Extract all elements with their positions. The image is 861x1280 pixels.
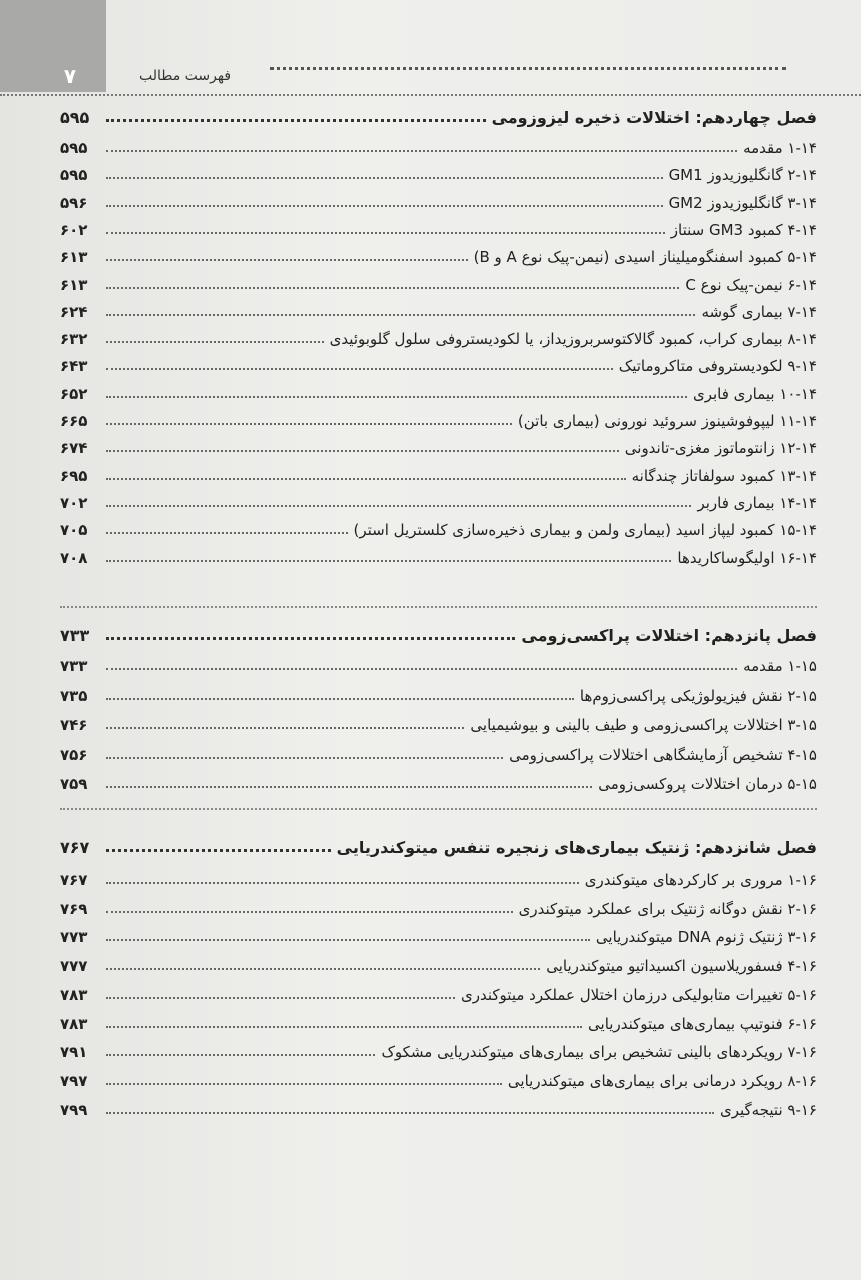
toc-entry-label: ۴-۱۵ تشخیص آزمایشگاهی اختلالات پراکسی‌زومی xyxy=(509,745,817,764)
running-title: فهرست مطالب xyxy=(138,68,232,84)
toc-entry-label: ۲-۱۵ نقش فیزیولوژیکی پراکسی‌زوم‌ها xyxy=(579,686,817,705)
chapter-separator xyxy=(60,808,817,810)
toc-entry xyxy=(60,1065,817,1091)
toc-entry xyxy=(60,187,817,213)
leader-dots xyxy=(106,314,695,316)
toc-entry-page: ۶۱۳ xyxy=(60,275,88,294)
toc-entry-label: ۱۳-۱۴ کمبود سولفاتاز چندگانه xyxy=(631,466,817,485)
leader-dots xyxy=(106,396,687,398)
toc-entry xyxy=(60,979,817,1005)
toc-entry-label: ۱-۱۴ مقدمه xyxy=(743,139,817,157)
toc-entry-label: ۸-۱۴ بیماری کراب، کمبود گالاکتوسربروزیداز، یا لکودیستروفی سلول گلوبوئیدی xyxy=(329,330,817,349)
toc-entry xyxy=(60,296,817,322)
toc-entry xyxy=(60,514,817,540)
toc-entry-label: ۱۴-۱۴ بیماری فاربر xyxy=(697,493,817,512)
toc-entry-label: ۱۰-۱۴ بیماری فابری xyxy=(692,384,817,403)
toc-entry-label: ۴-۱۶ فسفوریلاسیون اکسیداتیو میتوکندریایی xyxy=(546,957,817,976)
toc-entry-label: ۸-۱۶ رویکرد درمانی برای بیماری‌های میتوکندریایی xyxy=(507,1071,817,1090)
chapter-heading-page: ۷۶۷ xyxy=(60,838,90,857)
chapter-heading-label: فصل چهاردهم: اختلالات ذخیره لیزوزومی xyxy=(491,108,817,127)
toc-entry xyxy=(60,487,817,513)
toc-entry xyxy=(60,405,817,431)
toc-entry xyxy=(60,680,817,706)
chapter-heading-page: ۷۳۳ xyxy=(60,626,90,645)
leader-dots xyxy=(106,560,671,562)
leader-dots xyxy=(106,757,503,759)
chapter-heading-label: فصل پانزدهم: اختلالات پراکسی‌زومی xyxy=(521,626,817,645)
toc-entry-page: ۷۴۶ xyxy=(60,716,88,734)
toc-entry-page: ۵۹۵ xyxy=(60,166,88,185)
leader-dots xyxy=(106,150,737,152)
toc-entry xyxy=(60,893,817,919)
toc-entry-page: ۷۸۳ xyxy=(60,985,88,1004)
header-rule xyxy=(0,94,861,99)
toc-entry-page: ۶۵۲ xyxy=(60,384,88,403)
leader-dots xyxy=(106,939,590,941)
toc-entry-label: ۱۵-۱۴ کمبود لیپاز اسید (بیماری ولمن و بیماری ذخیره‌سازی کلستریل استر) xyxy=(353,521,817,540)
leader-dots xyxy=(106,997,455,999)
toc-entry xyxy=(60,950,817,976)
leader-dots xyxy=(106,1026,582,1028)
toc-entry-page: ۷۹۷ xyxy=(60,1071,88,1090)
leader-dots xyxy=(106,341,324,343)
toc-entry-page: ۷۳۳ xyxy=(60,657,88,675)
toc-entry xyxy=(60,432,817,458)
toc-entry-label: ۱۶-۱۴ اولیگوساکاریدها xyxy=(677,548,817,567)
header-dotted-line xyxy=(270,67,786,74)
toc-entry-label: ۶-۱۶ فنوتیپ بیماری‌های میتوکندریایی xyxy=(588,1014,817,1033)
toc-entry-page: ۶۱۳ xyxy=(60,248,88,267)
toc-entry-label: ۶-۱۴ نیمن-پیک نوع C xyxy=(685,275,817,294)
leader-dots xyxy=(106,1083,502,1085)
toc-entry xyxy=(60,921,817,947)
leader-dots xyxy=(106,450,619,452)
toc-entry-page: ۷۶۹ xyxy=(60,899,88,918)
leader-dots xyxy=(106,232,665,234)
leader-dots xyxy=(106,911,513,913)
leader-dots xyxy=(106,727,464,729)
leader-dots xyxy=(106,287,679,289)
leader-dots xyxy=(106,505,691,507)
toc-entry xyxy=(60,650,817,676)
leader-dots xyxy=(106,205,663,207)
toc-entry-page: ۶۳۲ xyxy=(60,330,88,349)
toc-entry xyxy=(60,241,817,267)
toc-entry-label: ۱۱-۱۴ لیپوفوشینوز سروئید نورونی (بیماری باتن) xyxy=(517,412,817,430)
toc-entry-label: ۹-۱۶ نتیجه‌گیری xyxy=(720,1100,817,1119)
leader-dots xyxy=(106,882,579,884)
toc-entry-label: ۲-۱۶ نقش دوگانه ژنتیک برای عملکرد میتوکندری xyxy=(518,899,817,918)
chapter-heading xyxy=(60,620,817,646)
toc-entry-label: ۴-۱۴ کمبود GM3 سنتاز xyxy=(670,220,817,239)
chapter-heading xyxy=(60,102,817,128)
leader-dots xyxy=(106,532,348,534)
toc-entry-page: ۷۷۳ xyxy=(60,928,88,947)
toc-entry-label: ۵-۱۴ کمبود اسفنگومیلیناز اسیدی (نیمن-پیک نوع A و B) xyxy=(473,248,817,267)
toc-entry-label: ۹-۱۴ لکودیستروفی متاکروماتیک xyxy=(618,357,817,376)
toc-entry-label: ۳-۱۵ اختلالات پراکسی‌زومی و طیف بالینی و بیوشیمیایی xyxy=(470,716,817,734)
toc-entry xyxy=(60,1008,817,1034)
leader-dots xyxy=(106,177,663,179)
toc-entry-page: ۷۶۷ xyxy=(60,871,88,889)
toc-entry xyxy=(60,709,817,735)
chapter-heading xyxy=(60,832,817,858)
leader-dots xyxy=(106,1112,714,1114)
chapter-heading-page: ۵۹۵ xyxy=(60,108,90,127)
chapter-separator xyxy=(60,606,817,608)
leader-dots xyxy=(106,668,737,670)
leader-dots xyxy=(106,849,331,852)
toc-entry-label: ۱-۱۶ مروری بر کارکردهای میتوکندری xyxy=(584,871,817,889)
toc-entry-label: ۱-۱۵ مقدمه xyxy=(743,657,817,675)
toc-entry-page: ۵۹۶ xyxy=(60,193,88,212)
toc-entry xyxy=(60,350,817,376)
toc-entry xyxy=(60,269,817,295)
leader-dots xyxy=(106,968,540,970)
toc-entry-page: ۷۳۵ xyxy=(60,686,88,705)
toc-entry-label: ۱۲-۱۴ زانتوماتوز مغزی-تاندونی xyxy=(624,439,817,458)
toc-entry-page: ۶۷۴ xyxy=(60,439,88,458)
page-number: ۷ xyxy=(63,64,77,88)
toc-entry xyxy=(60,132,817,158)
toc-entry-page: ۶۰۲ xyxy=(60,220,88,239)
toc-entry xyxy=(60,1036,817,1062)
toc-entry xyxy=(60,739,817,765)
toc-entry xyxy=(60,378,817,404)
toc-entry xyxy=(60,1094,817,1120)
chapter-heading-label: فصل شانزدهم: ژنتیک بیماری‌های زنجیره تنفس میتوکندریایی xyxy=(336,838,817,857)
toc-entry xyxy=(60,542,817,568)
toc-entry-page: ۶۴۳ xyxy=(60,357,88,376)
leader-dots xyxy=(106,698,574,700)
toc-entry-label: ۷-۱۴ بیماری گوشه xyxy=(701,302,817,321)
toc-entry-page: ۷۷۷ xyxy=(60,957,88,976)
toc-entry-page: ۷۰۸ xyxy=(60,548,88,567)
toc-entry xyxy=(60,323,817,349)
leader-dots xyxy=(106,259,468,261)
toc-entry-page: ۷۵۶ xyxy=(60,745,88,764)
toc-entry-page: ۷۹۱ xyxy=(60,1043,88,1062)
toc-entry xyxy=(60,768,817,794)
toc-entry-label: ۵-۱۶ تغییرات متابولیکی درزمان اختلال عملکرد میتوکندری xyxy=(461,985,817,1004)
toc-entry xyxy=(60,864,817,890)
toc-entry xyxy=(60,159,817,185)
toc-entry-label: ۷-۱۶ رویکردهای بالینی تشخیص برای بیماری‌های میتوکندریایی مشکوک xyxy=(381,1043,817,1062)
toc-entry-label: ۵-۱۵ درمان اختلالات پروکسی‌زومی xyxy=(598,775,817,793)
toc-entry xyxy=(60,214,817,240)
toc-entry xyxy=(60,460,817,486)
toc-entry-label: ۲-۱۴ گانگلیوزیدوز GM1 xyxy=(668,166,817,185)
toc-entry-page: ۷۰۵ xyxy=(60,521,88,540)
toc-entry-page: ۷۰۲ xyxy=(60,493,88,512)
toc-entry-page: ۶۲۴ xyxy=(60,302,88,321)
leader-dots xyxy=(106,368,613,370)
toc-entry-label: ۳-۱۴ گانگلیوزیدوز GM2 xyxy=(668,193,817,212)
leader-dots xyxy=(106,1054,375,1056)
toc-entry-page: ۶۹۵ xyxy=(60,466,88,485)
leader-dots xyxy=(106,478,626,480)
toc-entry-label: ۳-۱۶ ژنتیک ژنوم DNA میتوکندریایی xyxy=(595,928,817,947)
toc-entry-page: ۷۵۹ xyxy=(60,775,88,793)
toc-entry-page: ۶۶۵ xyxy=(60,412,88,430)
leader-dots xyxy=(106,423,512,425)
toc-entry-page: ۷۸۳ xyxy=(60,1014,88,1033)
leader-dots xyxy=(106,786,592,788)
toc-entry-page: ۵۹۵ xyxy=(60,139,88,157)
leader-dots xyxy=(106,119,486,122)
toc-entry-page: ۷۹۹ xyxy=(60,1100,88,1119)
leader-dots xyxy=(106,637,515,640)
